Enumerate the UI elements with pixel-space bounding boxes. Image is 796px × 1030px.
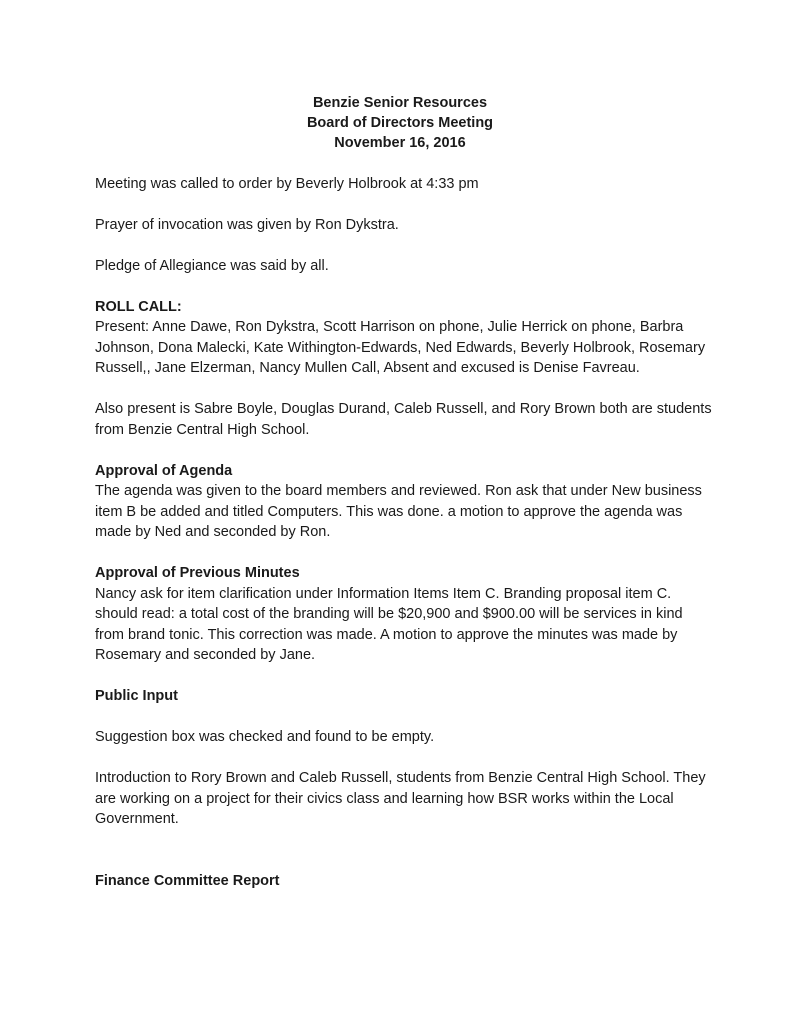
prayer-paragraph: Prayer of invocation was given by Ron Dykstra. [95, 216, 399, 233]
document-title [85, 93, 715, 153]
document-page [95, 93, 715, 891]
suggestion-box-paragraph: Suggestion box was checked and found to be empty. [95, 729, 435, 745]
title-meeting: Board of Directors Meeting [306, 115, 494, 131]
approval-agenda-text: The agenda was given to the board members and reviewed. Ron ask that under New business item B be added and titled Computers. This was done. a motion to approve the agenda was made by Ned and seconded by Ron. [95, 483, 702, 540]
roll-call-also-present: Also present is Sabre Boyle, Douglas Durand, Caleb Russell, and Rory Brown both are students from Benzie Central High School. [95, 401, 712, 438]
approval-minutes-text: Nancy ask for item clarification under Information Items Item C. Branding proposal item C. should read: a total cost of the branding will be $20,900 and $900.00 will be services in kind from brand tonic. This correction was made. A motion to approve the minutes was made by Rosemary and seconded by Jane. [95, 585, 683, 663]
roll-call-heading: ROLL CALL: [95, 298, 182, 315]
roll-call-present: Present: Anne Dawe, Ron Dykstra, Scott Harrison on phone, Julie Herrick on phone, Barbra Johnson, Dona Malecki, Kate Withington-Edwards, Ned Edwards, Beverly Holbrook, Rosemary Russell,, Jane Elzerman, Nancy Mullen Call, Absent and excused is Denise Favreau. [95, 319, 706, 376]
approval-minutes-heading: Approval of Previous Minutes [95, 565, 300, 581]
finance-committee-heading: Finance Committee Report [95, 872, 280, 889]
title-date: November 16, 2016 [334, 135, 466, 151]
called-to-order-paragraph: Meeting was called to order by Beverly Holbrook at 4:33 pm [95, 175, 479, 192]
title-organization: Benzie Senior Resources [312, 95, 488, 111]
introduction-paragraph: Introduction to Rory Brown and Caleb Russell, students from Benzie Central High School. They are working on a project for their civics class and learning how BSR works within the Local Government. [95, 770, 706, 827]
approval-agenda-heading: Approval of Agenda [95, 462, 233, 479]
public-input-heading: Public Input [95, 688, 178, 704]
pledge-paragraph: Pledge of Allegiance was said by all. [95, 257, 329, 274]
